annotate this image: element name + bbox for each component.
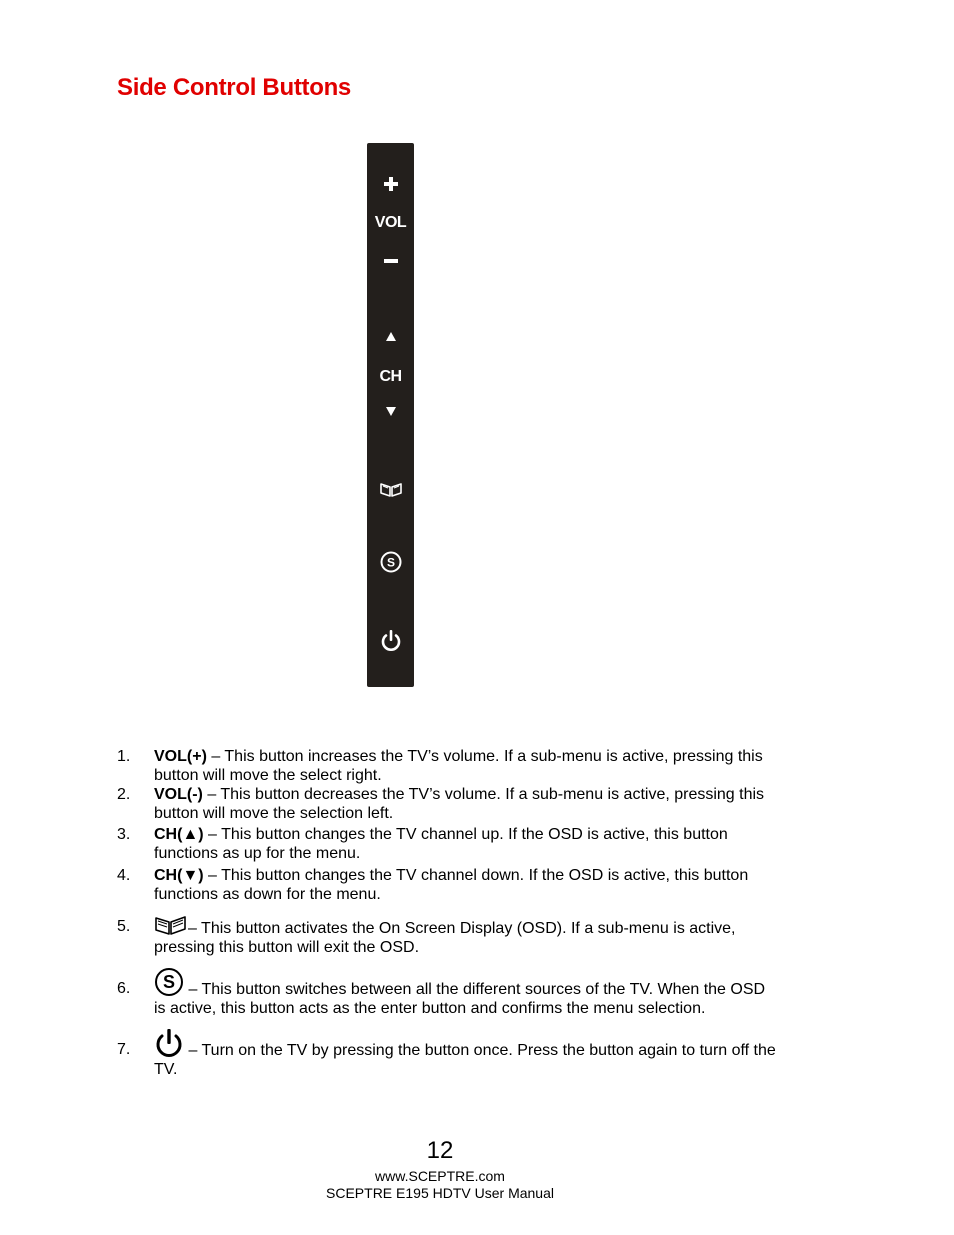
list-item: 1. VOL(+) – This button increases the TV’s volume. If a sub-menu is active, pressing this button will move the select right. [117,748,763,784]
item-label: CH(▲) [154,826,204,843]
footer-manual-title: SCEPTRE E195 HDTV User Manual [326,1185,554,1201]
minus-icon [367,259,414,263]
item-text: – This button switches between all the different sources of the TV. When the OSD is active, this button acts as the enter button and confirms the menu selection. [154,981,766,1017]
list-item: 2. VOL(-) – This button decreases the TV’s volume. If a sub-menu is active, pressing this button will move the selection left. [117,786,765,822]
item-label: CH(▼) [154,867,204,884]
power-icon [367,629,414,653]
footer-url: www.SCEPTRE.com [375,1168,505,1184]
source-icon [367,551,414,573]
page-number: 12 [426,1137,454,1164]
menu-book-icon [367,480,414,498]
list-item: 7. – Turn on the TV by pressing the button once. Press the button again to turn off the TV. [117,1028,777,1079]
source-icon [154,967,184,997]
item-text: – This button decreases the TV’s volume. If a sub-menu is active, pressing this button will move the selection left. [154,786,765,822]
plus-icon [367,177,414,191]
item-text: – This button changes the TV channel down. If the OSD is active, this button functions as down for the menu. [154,867,749,903]
channel-up-icon [367,332,414,341]
power-icon [154,1028,184,1058]
item-text: – This button activates the On Screen Display (OSD). If a sub-menu is active, pressing this button will exit the OSD. [154,920,736,956]
svg-text:S: S [386,555,395,570]
channel-down-icon [367,407,414,416]
side-control-panel [367,143,414,687]
item-label: VOL(-) [154,786,203,803]
ch-label: CH [379,368,402,385]
list-item: 4. CH(▼) – This button changes the TV channel down. If the OSD is active, this button functions as down for the menu. [117,867,749,903]
list-item: 3. CH(▲) – This button changes the TV channel up. If the OSD is active, this button functions as up for the menu. [117,826,728,862]
menu-book-icon [154,912,188,936]
item-text: – Turn on the TV by pressing the button once. Press the button again to turn off the TV. [154,1042,776,1078]
page-title: Side Control Buttons [117,74,351,101]
vol-label: VOL [374,214,407,231]
item-label: VOL(+) [154,748,207,765]
item-text: – This button changes the TV channel up. If the OSD is active, this button functions as up for the menu. [154,826,728,862]
button-description-list [117,747,777,1079]
svg-text:S: S [162,972,176,992]
list-item: 5. – This button activates the On Screen Display (OSD). If a sub-menu is active, pressing this button will exit the OSD. [117,912,777,957]
item-text: – This button increases the TV’s volume. If a sub-menu is active, pressing this button will move the select right. [154,748,763,784]
list-item: 6. S – This button switches between all the different sources of the TV. When the OSD is active, this button acts as the enter button and confirms the menu selection. [117,967,777,1018]
